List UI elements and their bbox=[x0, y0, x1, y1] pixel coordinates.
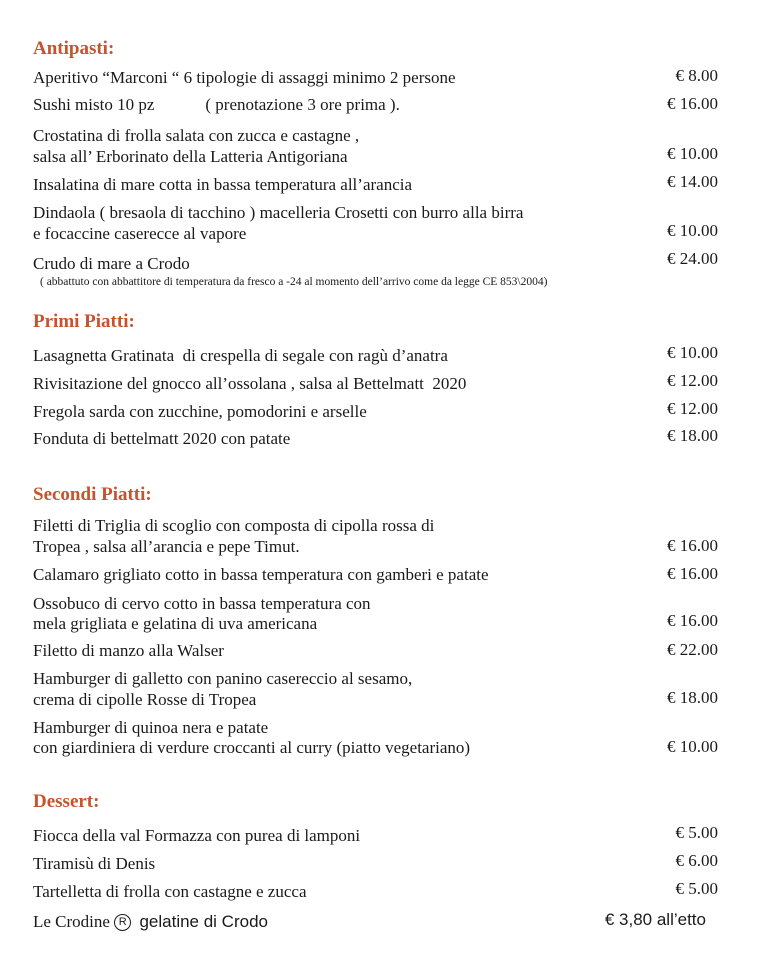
menu-item-hamburger-galletto-line1: Hamburger di galletto con panino casereccio al sesamo, bbox=[33, 669, 413, 688]
price-sushi: € 16.00 bbox=[667, 94, 718, 113]
registered-mark-icon: R bbox=[114, 914, 131, 931]
section-heading-secondi: Secondi Piatti: bbox=[33, 484, 152, 505]
price-crodine: € 3,80 all’etto bbox=[604, 910, 706, 929]
price-gnocco: € 12.00 bbox=[667, 371, 718, 390]
menu-item-hamburger-quinoa-line1: Hamburger di quinoa nera e patate bbox=[33, 718, 269, 737]
note-crudo: ( abbattuto con abbattitore di temperatura da fresco a -24 al momento dell’arrivo come da legge CE 853\2004) bbox=[40, 276, 548, 288]
crodine-desc: gelatine di Crodo bbox=[139, 912, 268, 931]
menu-item-crostatina-line2: salsa all’ Erborinato della Latteria Antigoriana bbox=[33, 147, 348, 166]
menu-item-crostatina-line1: Crostatina di frolla salata con zucca e castagne , bbox=[33, 126, 360, 145]
menu-item-dindaola-line2: e focaccine caserecce al vapore bbox=[33, 224, 247, 243]
price-ossobuco: € 16.00 bbox=[667, 611, 718, 630]
menu-item-fregola: Fregola sarda con zucchine, pomodorini e arselle bbox=[33, 402, 367, 421]
menu-item-tiramisu: Tiramisù di Denis bbox=[33, 854, 156, 873]
price-hamburger-galletto: € 18.00 bbox=[667, 688, 718, 707]
crodine-name: Le Crodine bbox=[33, 912, 110, 931]
menu-item-sushi: Sushi misto 10 pz ( prenotazione 3 ore prima ). bbox=[33, 95, 400, 114]
price-aperitivo: € 8.00 bbox=[675, 66, 718, 85]
price-dindaola: € 10.00 bbox=[667, 221, 718, 240]
price-tartelletta: € 5.00 bbox=[675, 879, 718, 898]
price-filetto: € 22.00 bbox=[667, 640, 718, 659]
menu-item-dindaola-line1: Dindaola ( bresaola di tacchino ) macelleria Crosetti con burro alla birra bbox=[33, 203, 524, 222]
menu-item-hamburger-quinoa-line2: con giardiniera di verdure croccanti al curry (piatto vegetariano) bbox=[33, 738, 471, 757]
menu-item-tartelletta: Tartelletta di frolla con castagne e zucca bbox=[33, 882, 307, 901]
price-crudo: € 24.00 bbox=[667, 249, 718, 268]
menu-item-calamaro: Calamaro grigliato cotto in bassa temperatura con gamberi e patate bbox=[33, 565, 489, 584]
price-crostatina: € 10.00 bbox=[667, 144, 718, 163]
menu-item-crudo: Crudo di mare a Crodo bbox=[33, 254, 190, 273]
menu-item-insalatina: Insalatina di mare cotta in bassa temperatura all’arancia bbox=[33, 175, 413, 194]
price-fregola: € 12.00 bbox=[667, 399, 718, 418]
menu-item-hamburger-galletto-line2: crema di cipolle Rosse di Tropea bbox=[33, 690, 257, 709]
menu-item-lasagnetta: Lasagnetta Gratinata di crespella di segale con ragù d’anatra bbox=[33, 346, 448, 365]
price-triglia: € 16.00 bbox=[667, 536, 718, 555]
menu-item-ossobuco-line2: mela grigliata e gelatina di uva americana bbox=[33, 614, 318, 633]
price-fiocca: € 5.00 bbox=[675, 823, 718, 842]
price-lasagnetta: € 10.00 bbox=[667, 343, 718, 362]
section-heading-dessert: Dessert: bbox=[33, 791, 100, 812]
menu-item-triglia-line1: Filetti di Triglia di scoglio con composta di cipolla rossa di bbox=[33, 516, 435, 535]
menu-item-crodine bbox=[33, 912, 268, 933]
price-tiramisu: € 6.00 bbox=[675, 851, 718, 870]
section-heading-antipasti: Antipasti: bbox=[33, 38, 115, 59]
price-insalatina: € 14.00 bbox=[667, 172, 718, 191]
price-hamburger-quinoa: € 10.00 bbox=[667, 737, 718, 756]
menu-item-filetto: Filetto di manzo alla Walser bbox=[33, 641, 224, 660]
menu-item-fiocca: Fiocca della val Formazza con purea di lamponi bbox=[33, 826, 361, 845]
menu-item-triglia-line2: Tropea , salsa all’arancia e pepe Timut. bbox=[33, 537, 300, 556]
menu-item-gnocco: Rivisitazione del gnocco all’ossolana , salsa al Bettelmatt 2020 bbox=[33, 374, 467, 393]
menu-item-fonduta: Fonduta di bettelmatt 2020 con patate bbox=[33, 429, 291, 448]
price-calamaro: € 16.00 bbox=[667, 564, 718, 583]
menu-item-aperitivo: Aperitivo “Marconi “ 6 tipologie di assaggi minimo 2 persone bbox=[33, 68, 456, 87]
section-heading-primi: Primi Piatti: bbox=[33, 311, 135, 332]
menu-item-ossobuco-line1: Ossobuco di cervo cotto in bassa temperatura con bbox=[33, 594, 371, 613]
price-fonduta: € 18.00 bbox=[667, 426, 718, 445]
